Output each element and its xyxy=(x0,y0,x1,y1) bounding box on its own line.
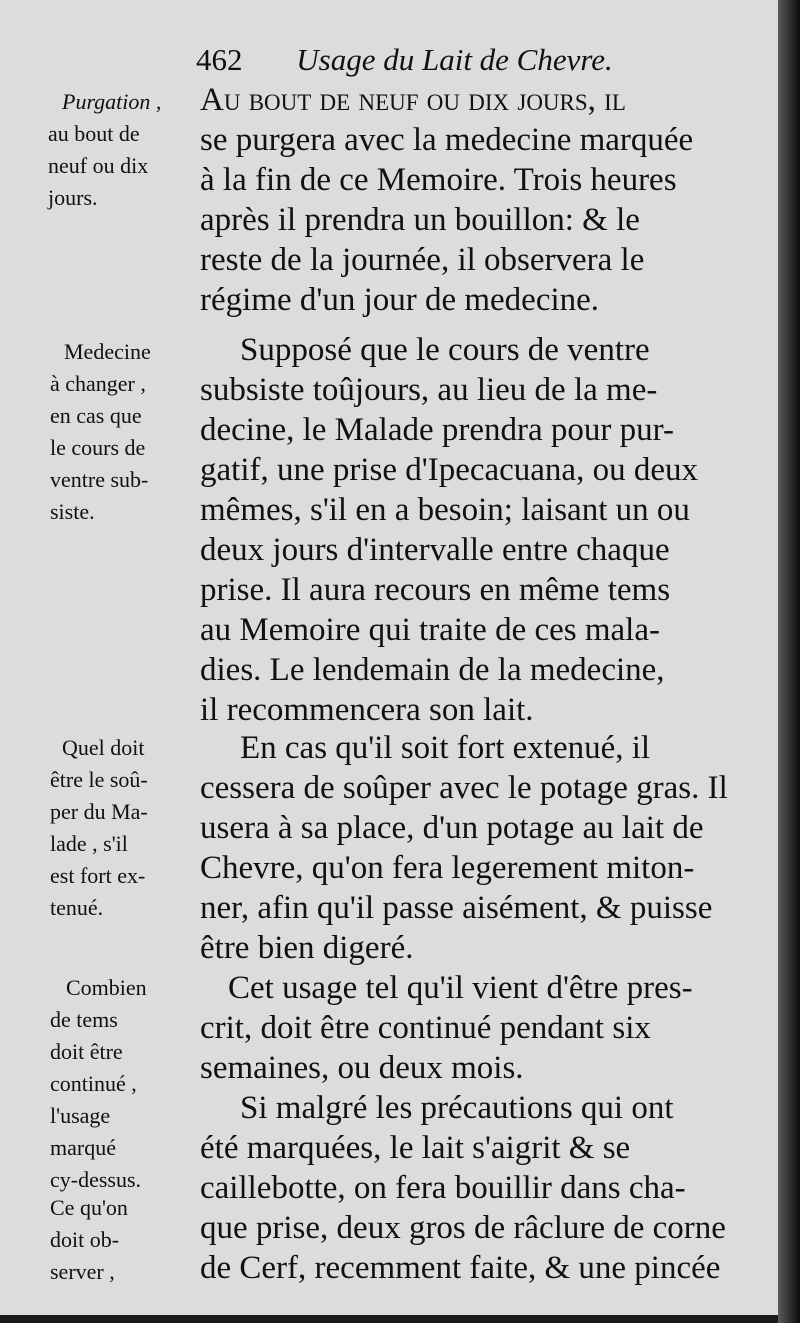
body-line: Si malgré les précautions qui ont xyxy=(240,1090,674,1126)
body-line: caillebotte, on fera bouillir dans cha- xyxy=(200,1170,686,1206)
page-number: 462 xyxy=(196,42,243,77)
margin-note-line: de tems xyxy=(50,1007,118,1032)
body-line: ner, afin qu'il passe aisément, & puisse xyxy=(200,890,713,926)
running-header xyxy=(196,42,613,78)
body-line: subsiste toûjours, au lieu de la me- xyxy=(200,372,658,408)
margin-note-line: siste. xyxy=(50,499,95,524)
margin-note-line: est fort ex- xyxy=(50,863,146,888)
running-title: Usage du Lait de Chevre. xyxy=(296,42,613,77)
body-line: gatif, une prise d'Ipecacuana, ou deux xyxy=(200,452,698,488)
margin-note-line: Ce qu'on xyxy=(50,1195,128,1220)
margin-note-line: marqué xyxy=(50,1135,116,1160)
margin-note-line: à changer , xyxy=(50,371,146,396)
body-line: Chevre, qu'on fera legerement miton- xyxy=(200,850,695,886)
margin-note-line: doit ob- xyxy=(50,1227,120,1252)
body-line: Supposé que le cours de ventre xyxy=(240,332,650,368)
margin-note-line: neuf ou dix xyxy=(48,153,149,178)
page-fold-shadow xyxy=(778,0,800,1323)
margin-note-line: l'usage xyxy=(50,1103,111,1128)
margin-note-line: au bout de xyxy=(48,121,140,146)
body-line: mêmes, s'il en a besoin; laisant un ou xyxy=(200,492,690,528)
margin-note-line: continué , xyxy=(50,1071,137,1096)
margin-note-line: doit être xyxy=(50,1039,123,1064)
body-line: cessera de soûper avec le potage gras. Il xyxy=(200,770,728,806)
body-line: de Cerf, recemment faite, & une pincée xyxy=(200,1250,721,1286)
body-line: régime d'un jour de medecine. xyxy=(200,282,600,318)
body-line: se purgera avec la medecine marquée xyxy=(200,122,694,158)
margin-note-line: per du Ma- xyxy=(50,799,148,824)
margin-note-line: le cours de xyxy=(50,435,146,460)
body-line: usera à sa place, d'un potage au lait de xyxy=(200,810,704,846)
body-line: Au bout de neuf ou dix jours, il xyxy=(200,82,626,118)
body-line: dies. Le lendemain de la medecine, xyxy=(200,652,665,688)
margin-note-line: jours. xyxy=(48,185,98,210)
margin-note-line: lade , s'il xyxy=(50,831,128,856)
body-line: été marquées, le lait s'aigrit & se xyxy=(200,1130,631,1166)
body-line: deux jours d'intervalle entre chaque xyxy=(200,532,670,568)
body-line: il recommencera son lait. xyxy=(200,692,534,728)
body-line: decine, le Malade prendra pour pur- xyxy=(200,412,674,448)
body-line: que prise, deux gros de râclure de corne xyxy=(200,1210,726,1246)
body-line: à la fin de ce Memoire. Trois heures xyxy=(200,162,677,198)
margin-note-line: cy-dessus. xyxy=(50,1167,142,1192)
margin-note-line: Combien xyxy=(66,975,147,1000)
margin-note-line: tenué. xyxy=(50,895,104,920)
margin-note-line: ventre sub- xyxy=(50,467,149,492)
margin-note-line: Purgation , xyxy=(62,89,162,114)
margin-note-line: en cas que xyxy=(50,403,142,428)
body-line: être bien digeré. xyxy=(200,930,414,966)
body-line: au Memoire qui traite de ces mala- xyxy=(200,612,660,648)
body-line: après il prendra un bouillon: & le xyxy=(200,202,640,238)
body-line: reste de la journée, il observera le xyxy=(200,242,645,278)
body-line: prise. Il aura recours en même tems xyxy=(200,572,671,608)
margin-note-line: server , xyxy=(50,1259,115,1284)
margin-note-line: Quel doit xyxy=(62,735,145,760)
margin-note-line: Medecine xyxy=(64,339,151,364)
body-line: semaines, ou deux mois. xyxy=(200,1050,524,1086)
body-line: En cas qu'il soit fort extenué, il xyxy=(240,730,651,766)
body-line: Cet usage tel qu'il vient d'être pres- xyxy=(228,970,693,1006)
margin-note-line: être le soû- xyxy=(50,767,148,792)
body-line: crit, doit être continué pendant six xyxy=(200,1010,651,1046)
